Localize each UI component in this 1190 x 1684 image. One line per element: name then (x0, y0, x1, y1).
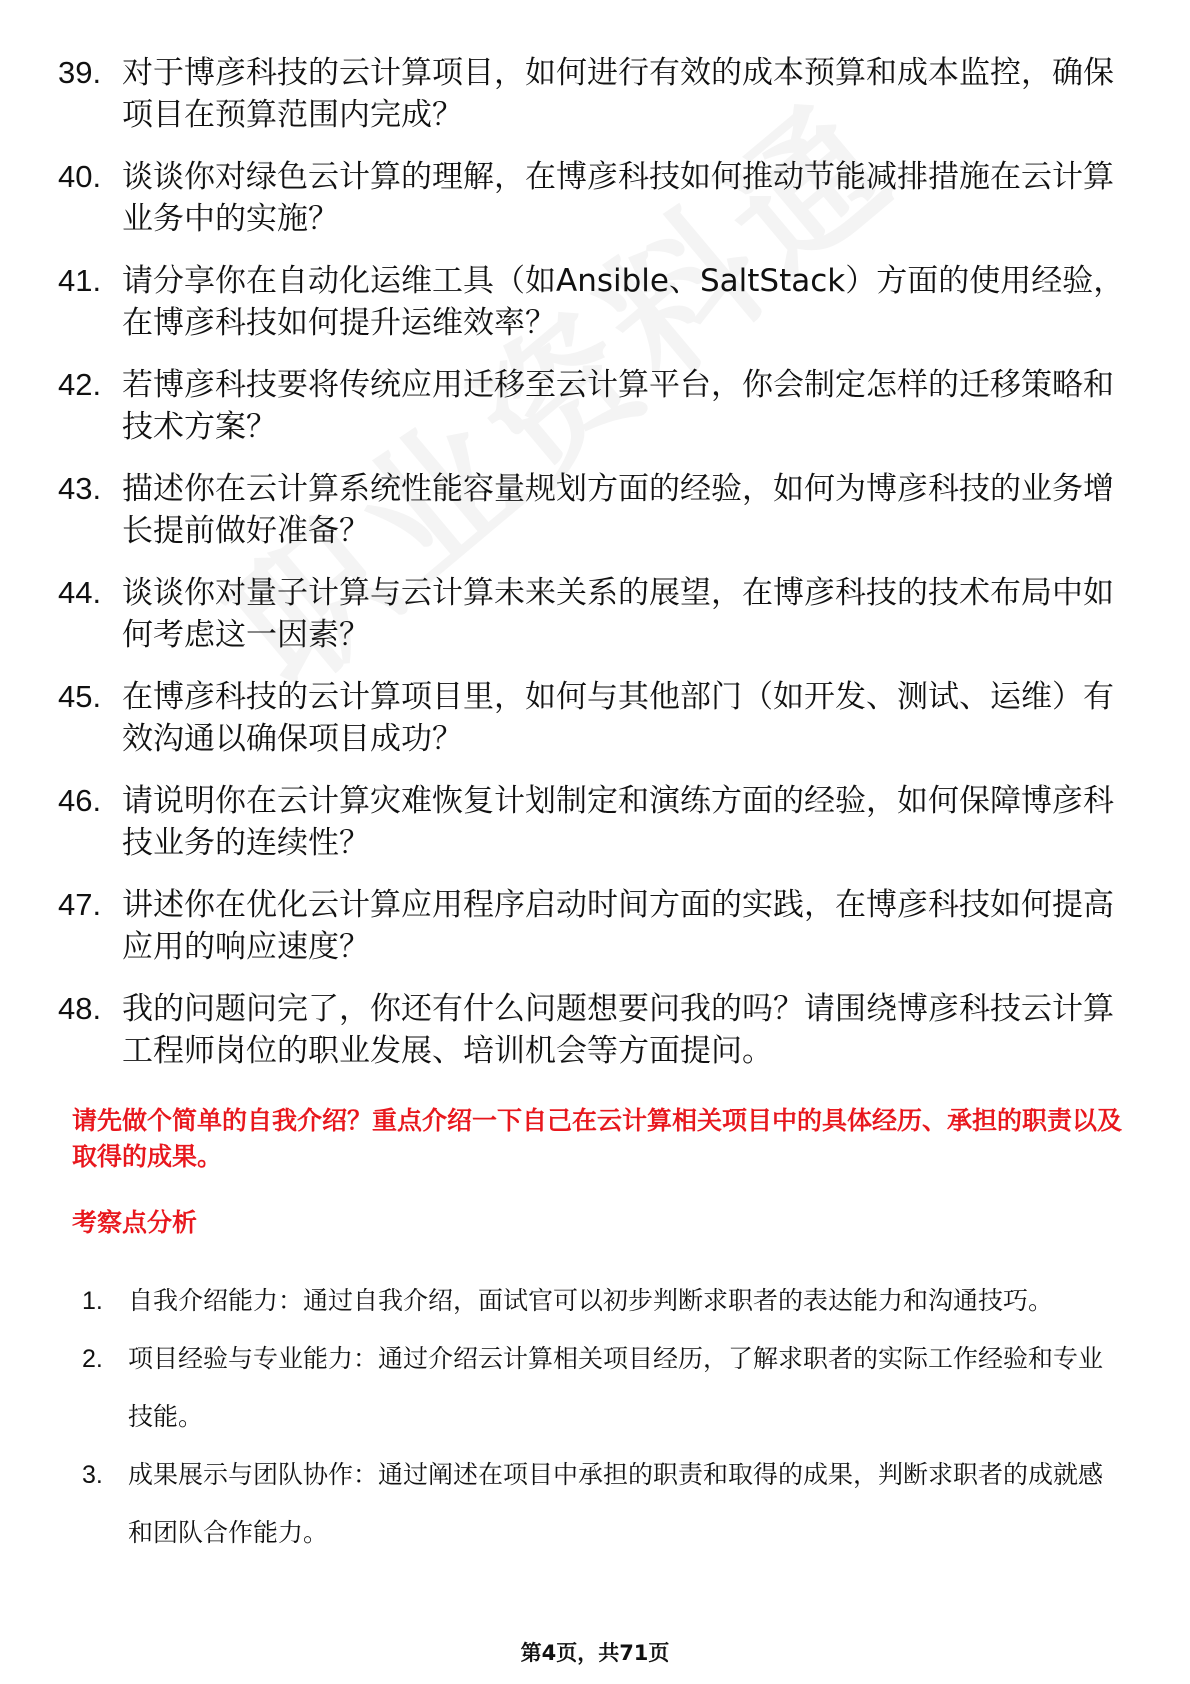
question-number: 40. (58, 159, 102, 194)
question-number: 48. (58, 991, 102, 1026)
question-list (58, 52, 1138, 1092)
question-item (58, 156, 1138, 240)
question-item (58, 260, 1138, 344)
question-text: 谈谈你对绿色云计算的理解，在博彦科技如何推动节能减排措施在云计算业务中的实施？ (122, 159, 1114, 237)
question-item (58, 780, 1138, 864)
analysis-text: 成果展示与团队协作：通过阐述在项目中承担的职责和取得的成果，判断求职者的成就感和团队合作能力。 (128, 1460, 1104, 1547)
question-text: 请分享你在自动化运维工具（如Ansible、SaltStack）方面的使用经验，在博彦科技如何提升运维效率？ (122, 263, 1125, 341)
question-item (58, 676, 1138, 760)
question-number: 47. (58, 887, 102, 922)
question-number: 44. (58, 575, 102, 610)
question-item (58, 364, 1138, 448)
analysis-text: 项目经验与专业能力：通过介绍云计算相关项目经历，了解求职者的实际工作经验和专业技能。 (128, 1344, 1104, 1431)
question-number: 46. (58, 783, 102, 818)
analysis-heading: 考察点分析 (72, 1208, 198, 1237)
question-text: 讲述你在优化云计算应用程序启动时间方面的实践，在博彦科技如何提高应用的响应速度？ (122, 887, 1114, 965)
analysis-number: 1. (82, 1287, 103, 1315)
question-text: 在博彦科技的云计算项目里，如何与其他部门（如开发、测试、运维）有效沟通以确保项目成功？ (122, 679, 1114, 757)
question-item (58, 988, 1138, 1072)
analysis-item (82, 1446, 1122, 1562)
page-footer: 第4页，共71页 (520, 1641, 670, 1665)
question-number: 41. (58, 263, 102, 298)
analysis-list (82, 1272, 1122, 1562)
analysis-text: 自我介绍能力：通过自我介绍，面试官可以初步判断求职者的表达能力和沟通技巧。 (128, 1286, 1054, 1315)
question-text: 若博彦科技要将传统应用迁移至云计算平台，你会制定怎样的迁移策略和技术方案？ (122, 367, 1114, 445)
question-item (58, 884, 1138, 968)
question-item (58, 52, 1138, 136)
question-item (58, 572, 1138, 656)
analysis-number: 3. (82, 1461, 103, 1489)
question-text: 请说明你在云计算灾难恢复计划制定和演练方面的经验，如何保障博彦科技业务的连续性？ (122, 783, 1114, 861)
analysis-item (82, 1272, 1122, 1330)
question-number: 45. (58, 679, 102, 714)
analysis-number: 2. (82, 1345, 103, 1373)
question-text: 谈谈你对量子计算与云计算未来关系的展望，在博彦科技的技术布局中如何考虑这一因素？ (122, 575, 1114, 653)
question-text: 我的问题问完了，你还有什么问题想要问我的吗？请围绕博彦科技云计算工程师岗位的职业发展、培训机会等方面提问。 (122, 991, 1114, 1069)
analysis-item (82, 1330, 1122, 1446)
question-number: 39. (58, 55, 102, 90)
question-number: 42. (58, 367, 102, 402)
highlighted-question: 请先做个简单的自我介绍？重点介绍一下自己在云计算相关项目中的具体经历、承担的职责以及取得的成果。 (72, 1106, 1123, 1171)
question-item (58, 468, 1138, 552)
question-text: 对于博彦科技的云计算项目，如何进行有效的成本预算和成本监控，确保项目在预算范围内完成？ (122, 55, 1114, 133)
question-text: 描述你在云计算系统性能容量规划方面的经验，如何为博彦科技的业务增长提前做好准备？ (122, 471, 1114, 549)
question-number: 43. (58, 471, 102, 506)
